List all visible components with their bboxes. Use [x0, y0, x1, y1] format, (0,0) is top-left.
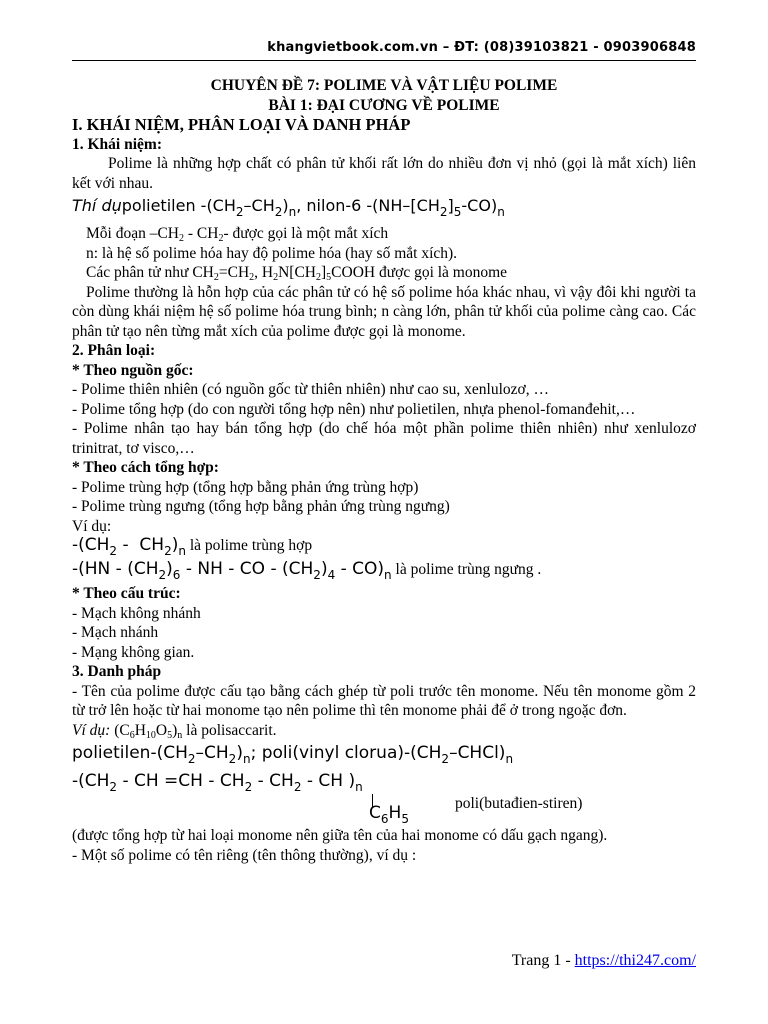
origin-synthetic: - Polime tổng hợp (do con người tổng hợp nên) như polietilen, nhựa phenol-fomanđehit,… [72, 400, 636, 418]
method-condensation: - Polime trùng ngưng (tổng hợp bằng phản ứng trùng ngưng) [72, 498, 450, 515]
structure-branched: - Mạch nhánh [72, 624, 159, 641]
copolymer-chain: $-(CH_2$ - CH $=CH - CH_2 - CH_2$ - CH )$_n$ [72, 771, 363, 794]
example-lead: Thí dụ [72, 196, 122, 215]
mixture-paragraph: Polime thường là hỗn hợp của các phân tử có hệ số polime hóa khác nhau, vì vậy đôi khi người ta còn dùng khái niệm hệ số polime hóa trung bình; n càng lớn, phân tử khối của polime càng cao. Các phân tử tạo nên từng mắt xích của polime được gọi là monome. [72, 283, 696, 340]
page-number: Trang 1 - [511, 952, 575, 969]
origin-semisynthetic: - Polime nhân tạo hay bán tổng hợp (do chế hóa một phần polime thiên nhiên) như xenlulozơ trinitrat, tơ visco,… [72, 420, 696, 457]
formula-naming-line: polietilen-$(CH_2-CH_2)_n$; poli(vinyl $clorua)-(CH_2-CHCl)_n$ [72, 743, 514, 766]
document-body [72, 76, 696, 865]
origin-heading: * Theo nguồn gốc: [72, 361, 194, 379]
structure-linear: - Mạch không nhánh [72, 604, 201, 622]
definition-paragraph: Polime là những hợp chất có phân tử khối rất lớn do nhiều đơn vị nhỏ (gọi là mắt xích) liên kết với nhau. [72, 155, 696, 192]
formula-addition-polymer: $-(CH_2 - CH_2)_n$ là polime trùng hợp [72, 535, 313, 558]
naming-paragraph: - Tên của polime được cấu tạo bằng cách ghép từ poli trước tên monome. Nếu tên monome gồm 2 từ trở lên hoặc từ hai monome tạo nên polime thì tên monome phải để ở trong ngoặc đơn. [72, 682, 696, 719]
header-rule [72, 60, 696, 61]
example-formula-line: Thí dụpolietilen $-(CH_2-CH_2)_n$, nilon-6 $-(NH-[CH_2]_5-CO)_n$ [72, 196, 505, 219]
structure-heading: * Theo cấu trúc: [72, 585, 181, 602]
copolymer-formula [72, 772, 696, 824]
copolymer-name: poli(butađien-stiren) [455, 795, 583, 812]
phenyl-group: $C_6H_5$ [369, 803, 409, 826]
polysaccharide-example: Ví dụ: $(C_6H_{10}O_5)_n$ là polisaccarit. [72, 721, 277, 741]
subsection-heading: 1. Khái niệm: [72, 135, 162, 153]
degree-line: n: là hệ số polime hóa hay độ polime hóa (hay số mắt xích). [86, 244, 458, 262]
monomer-line: Các phân tử như $CH_2=CH_2$, $H_2N[CH_2]_5COOH$ được gọi là monome [86, 264, 508, 283]
structure-network: - Mạng không gian. [72, 643, 195, 661]
common-names-line: - Một số polime có tên riêng (tên thông thường), ví dụ : [72, 846, 417, 864]
example-label: Ví dụ: [72, 517, 112, 535]
method-heading: * Theo cách tổng hợp: [72, 459, 219, 476]
lesson-title: BÀI 1: ĐẠI CƯƠNG VỀ POLIME [268, 96, 500, 114]
naming-heading: 3. Danh pháp [72, 663, 162, 680]
page-header: khangvietbook.com.vn – ĐT: (08)39103821 - 0903906848 [267, 40, 696, 55]
repeat-unit-line: Mỗi đoạn $-CH_2 - CH_2-$ được gọi là một mắt xích [86, 225, 389, 244]
page-footer [72, 952, 696, 970]
section-heading: I. KHÁI NIỆM, PHÂN LOẠI VÀ DANH PHÁP [72, 115, 411, 134]
classification-heading: 2. Phân loại: [72, 342, 156, 359]
method-addition: - Polime trùng hợp (tổng hợp bằng phản ứng trùng hợp) [72, 478, 419, 496]
chapter-title: CHUYÊN ĐỀ 7: POLIME VÀ VẬT LIỆU POLIME [210, 77, 558, 94]
footer-link[interactable]: https://thi247.com/ [574, 952, 696, 969]
origin-natural: - Polime thiên nhiên (có nguồn gốc từ thiên nhiên) như cao su, xenlulozơ, … [72, 381, 549, 398]
formula-condensation-polymer: $-(HN - (CH_2)_6$ - NH - CO - $(CH_2)_4 - CO)_n$ là polime trùng ngưng . [72, 559, 542, 582]
copolymer-note: (được tổng hợp từ hai loại monome nên giữa tên của hai monome có dấu gạch ngang). [72, 827, 608, 844]
